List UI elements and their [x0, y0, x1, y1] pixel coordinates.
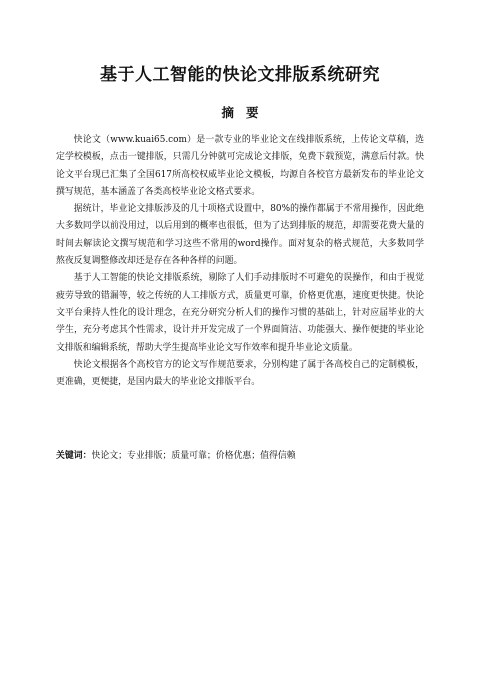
abstract-paragraph-2: 据统计，毕业论文排版涉及的几十项格式设置中，80%的操作都属于不常用操作，因此绝大多数同学以前没用过，以后用到的概率也很低，但为了达到排版的规范，却需要花费大量的时间去解读论文撰写规范和学习这些不常用的word操作。面对复杂的格式规范，大多数同学熬夜反复调整修改却还是存在各种各样的问题。 [56, 204, 424, 267]
keywords-label: 关键词： [56, 451, 92, 461]
abstract-paragraph-4: 快论文根据各个高校官方的论文写作规范要求，分别构建了属于各高校自己的定制模板，更准确，更便捷，是国内最大的毕业论文排版平台。 [56, 359, 424, 388]
abstract-body [56, 132, 424, 391]
keywords-line [56, 448, 424, 465]
abstract-paragraph-1: 快论文（www.kuai65.com）是一款专业的毕业论文在线排版系统，上传论文草稿，选定学校模板，点击一键排版，只需几分钟就可完成论文排版，免费下载预览，满意后付款。快论文平台现已汇集了全国617所高校权威毕业论文模板，均源自各校官方最新发布的毕业论文撰写规范，基本涵盖了各类高校毕业论文格式要求。 [56, 135, 424, 197]
keywords-text: 快论文；专业排版；质量可靠；价格优惠；值得信赖 [91, 451, 296, 461]
abstract-heading: 摘要 [221, 105, 271, 120]
abstract-paragraph-3: 基于人工智能的快论文排版系统，剔除了人们手动排版时不可避免的误操作，和由于视觉疲劳导致的错漏等，较之传统的人工排版方式，质量更可靠，价格更优惠，速度更快捷。快论文平台秉持人性化的设计理念，在充分研究分析人们的操作习惯的基础上，针对应届毕业的大学生，充分考虑其个性需求，设计并开发完成了一个界面简洁、功能强大、操作便捷的毕业论文排版和编辑系统，帮助大学生提高毕业论文写作效率和提升毕业论文质量。 [56, 273, 424, 353]
paper-title: 基于人工智能的快论文排版系统研究 [100, 65, 380, 85]
